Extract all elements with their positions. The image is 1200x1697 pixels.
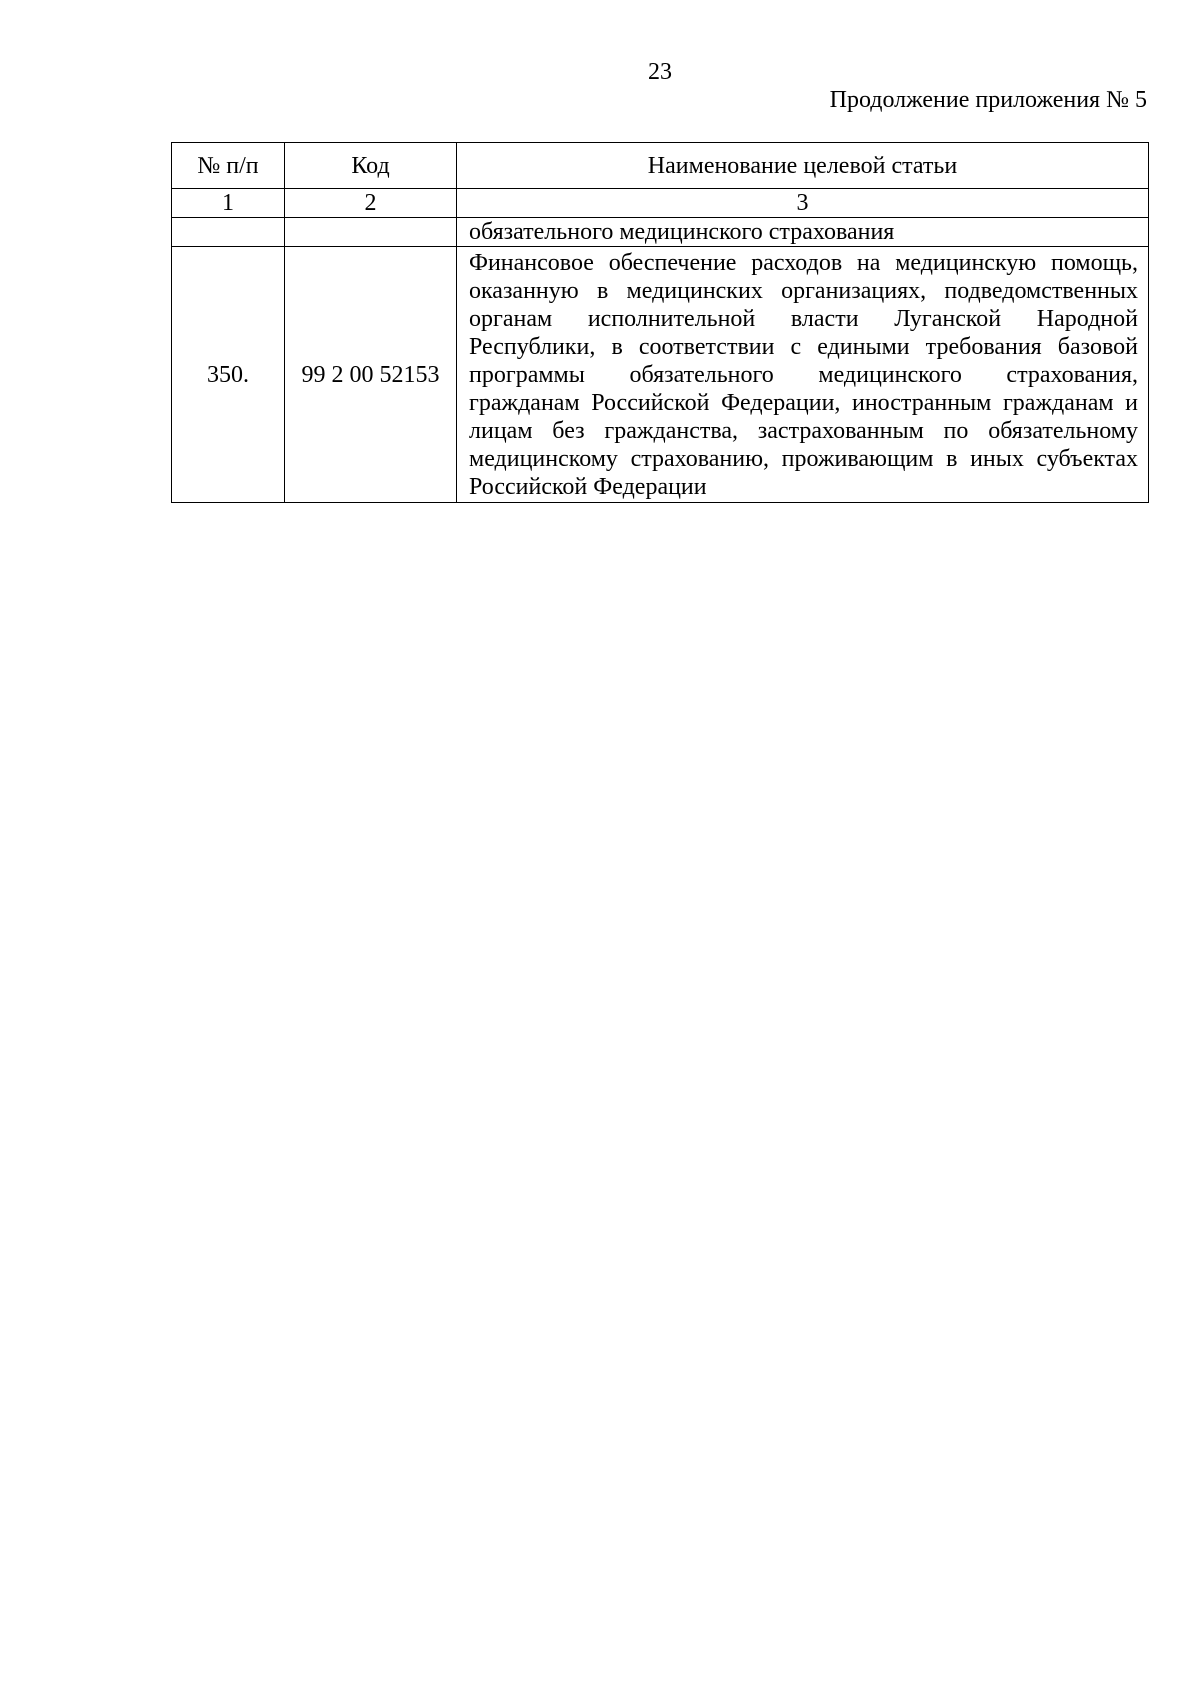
column-numbers-row [172, 189, 1149, 218]
column-number: 3 [457, 189, 1149, 218]
item-name-cell: Финансовое обеспечение расходов на медицинскую помощь, оказанную в медицинских организациях, подведомственных органам исполнительной власти Луганской Народной Республики, в соответствии с едиными требования базовой программы обязательного медицинского страхования, гражданам Российской Федерации, иностранным гражданам и лицам без гражданства, застрахованным по обязательному медицинскому страхованию, проживающим в иных субъектах Российской Федерации [457, 247, 1149, 503]
page-number: 23 [648, 59, 672, 85]
header-row-number: № п/п [172, 143, 285, 189]
table-header-row [172, 143, 1149, 189]
table-row [172, 247, 1149, 503]
column-number: 1 [172, 189, 285, 218]
row-number-cell: 350. [172, 247, 285, 503]
row-number-cell [172, 218, 285, 247]
target-items-table [171, 142, 1149, 503]
code-cell [285, 218, 457, 247]
header-code: Код [285, 143, 457, 189]
appendix-continuation-note: Продолжение приложения № 5 [829, 87, 1147, 113]
item-name-cell: обязательного медицинского страхования [457, 218, 1149, 247]
column-number: 2 [285, 189, 457, 218]
code-cell: 99 2 00 52153 [285, 247, 457, 503]
header-item-name: Наименование целевой статьи [457, 143, 1149, 189]
table-row [172, 218, 1149, 247]
